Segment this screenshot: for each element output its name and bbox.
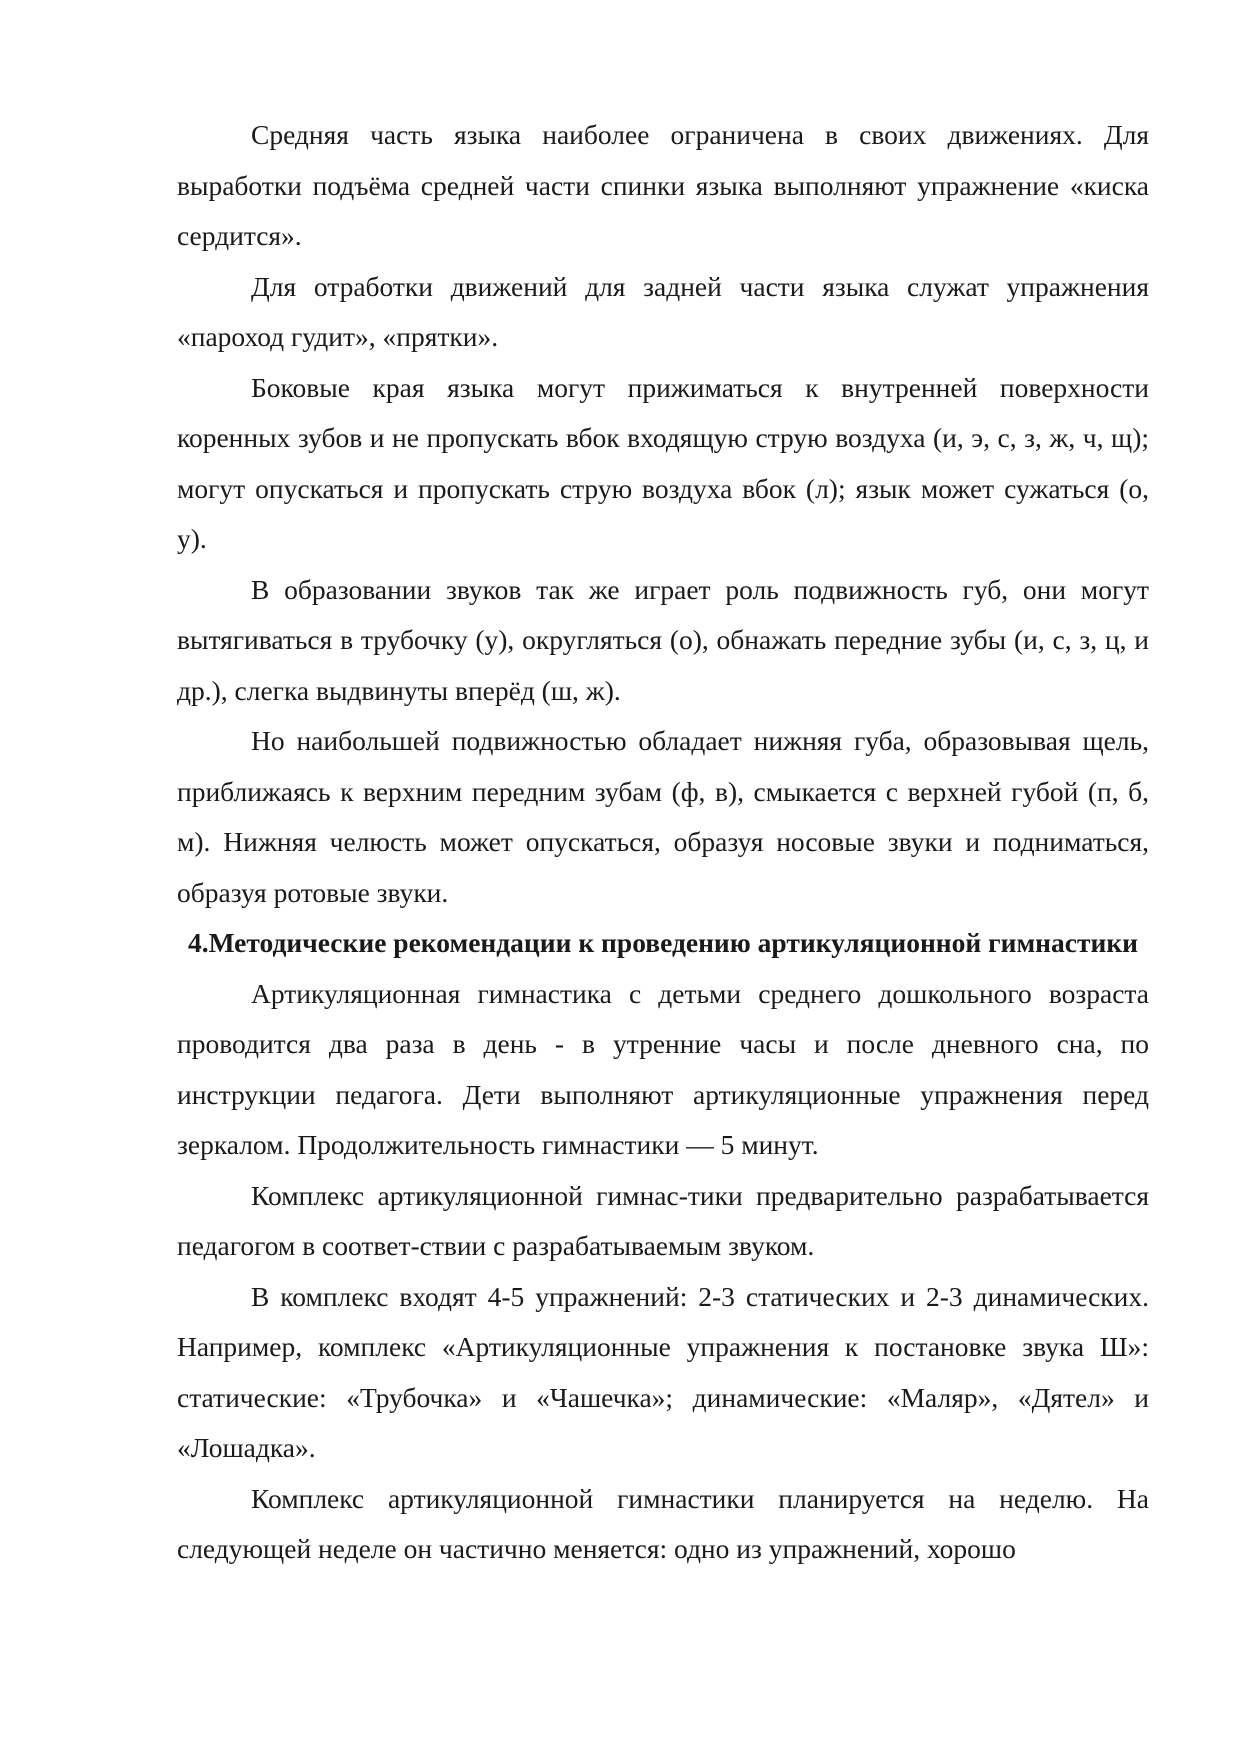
paragraph-lips-mobility: В образовании звуков так же играет роль подвижность губ, они могут вытягиваться в трубочку (у), округляться (о), обнажать передние зубы (и, с, з, ц, и др.), слегка выдвинуты вперёд (ш, ж). (177, 573, 1149, 706)
paragraph-back-tongue: Для отработки движений для задней части языка служат упражнения «пароход гудит», «прятки». (177, 270, 1149, 352)
document-page (177, 110, 1149, 1575)
paragraph-middle-tongue: Средняя часть языка наиболее ограничена в своих движениях. Для выработки подъёма средней части спинки языка выполняют упражнение «киска сердится». (177, 119, 1149, 251)
paragraph-lower-lip: Но наибольшей подвижностью обладает нижняя губа, образовывая щель, приближаясь к верхним передним зубам (ф, в), смыкается с верхней губой (п, б, м). Нижняя челюсть может опускаться, образуя носовые звуки и подниматься, образуя ротовые звуки. (177, 725, 1149, 908)
paragraph-gymnastics-schedule: Артикуляционная гимнастика с детьми среднего дошкольного возраста проводится два раза в день - в утренние часы и после дневного сна, по инструкции педагога. Дети выполняют артикуляционные упражнения перед зеркалом. Продолжительность гимнастики — 5 минут. (177, 977, 1149, 1160)
paragraph-tongue-edges: Боковые края языка могут прижиматься к внутренней поверхности коренных зубов и не пропускать вбок входящую струю воздуха (и, э, с, з, ж, ч, щ); могут опускаться и пропускать струю воздуха вбок (л); язык может сужаться (о, у). (177, 371, 1149, 554)
paragraph-complex-development: Комплекс артикуляционной гимнас-тики предварительно разрабатывается педагогом в соответ-ствии с разрабатываемым звуком. (177, 1179, 1149, 1261)
paragraph-complex-composition: В комплекс входят 4-5 упражнений: 2-3 статических и 2-3 динамических. Например, комплекс «Артикуляционные упражнения к постановке звука Ш»: статические: «Трубочка» и «Чашечка»; динамические: «Маляр», «Дятел» и «Лошадка». (177, 1280, 1149, 1463)
section-heading: 4.Методические рекомендации к проведению артикуляционной гимнастики (187, 927, 1139, 958)
paragraph-weekly-plan: Комплекс артикуляционной гимнастики планируется на неделю. На следующей неделе он частично меняется: одно из упражнений, хорошо (177, 1482, 1149, 1564)
